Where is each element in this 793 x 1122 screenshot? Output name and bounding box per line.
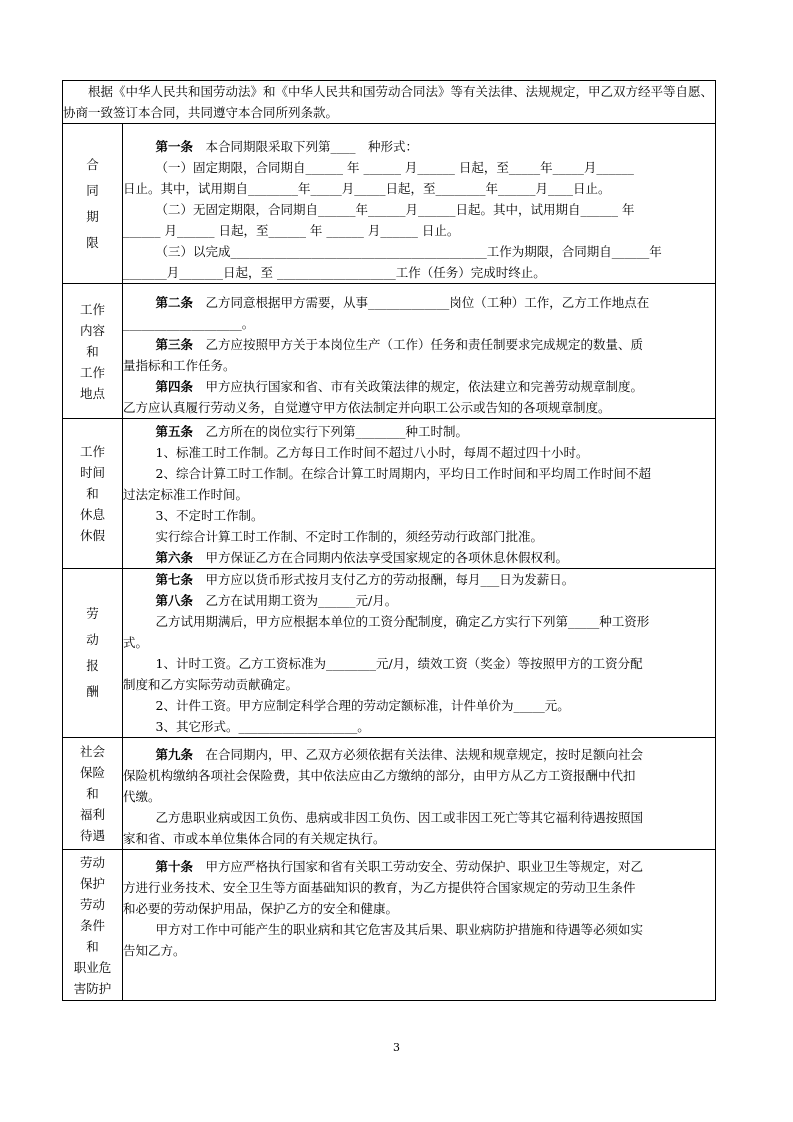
clause-line [123,178,715,199]
clause-text: 制度和乙方实际劳动贡献确定。 [123,677,299,692]
clause-text: （二）无固定期限，合同期自______年______月______日起。其中，试用期自______ 年 [155,202,635,217]
clause-line [123,199,715,220]
section-label-insurance [63,738,123,850]
section-content-insurance [123,738,716,850]
section-content-term [123,124,716,284]
article-number: 第十条 [155,859,194,874]
article-number: 第九条 [155,747,194,762]
section-label-line: 福利 [79,807,105,822]
clause-line [123,632,715,653]
clause-line [123,313,715,334]
section-label-line: 待遇 [79,828,105,843]
clause-text: 代缴。 [123,789,161,804]
clause-line [123,877,715,898]
clause-line [123,526,715,547]
section-label-line: 内容 [79,322,105,338]
section-content-work [123,284,716,419]
section-row-pay [63,569,716,738]
clause-text: （一）固定期限，合同期自______ 年 ______ 月______ 日起，至_____年_____月______ [155,160,634,175]
section-label-line: 和 [86,486,99,501]
section-label-work [63,284,123,419]
section-label-line: 工作 [79,444,105,459]
section-label-protection [63,850,123,1001]
section-row-hours [63,419,716,569]
clause-text: 乙方在试用期工资为______元/月。 [193,593,398,608]
section-label-line: 保险 [79,765,105,780]
clause-line [123,919,715,940]
section-label-line: 工作 [79,301,105,317]
clause-text: 告知乙方。 [123,943,186,958]
clause-text: 甲方应执行国家和省、市有关政策法律的规定，依法建立和完善劳动规章制度。 [193,379,644,394]
clause-line [123,716,715,737]
article-number: 第二条 [155,295,194,310]
clause-text: 乙方应认真履行劳动义务，自觉遵守甲方依法制定并向职工公示或告知的各项规章制度。 [123,400,611,415]
section-label-line: 劳动 [79,854,105,870]
clause-line [123,292,715,313]
clause-line [123,765,715,786]
clause-line [123,220,715,241]
clause-line [123,157,715,178]
clause-text: 乙方试用期满后，甲方应根据本单位的工资分配制度，确定乙方实行下列第_____种工资形 [155,614,650,629]
clause-text: 家和省、市或本单位集体合同的有关规定执行。 [123,831,386,846]
article-number: 第一条 [155,139,194,154]
clause-line [123,262,715,283]
clause-line [123,695,715,716]
section-row-work [63,284,716,419]
clause-text: 乙方应按照甲方关于本岗位生产（工作）任务和责任制要求完成规定的数量、质 [193,337,644,352]
section-label-line: 劳 [86,606,99,621]
section-label-line: 害防护 [73,980,112,996]
clause-line [123,334,715,355]
clause-text: 乙方患职业病或因工负伤、患病或非因工负伤、因工或非因工死亡等其它福利待遇按照国 [155,810,644,825]
clause-line [123,828,715,849]
article-number: 第五条 [155,424,194,439]
section-label-line: 报 [86,658,99,673]
clause-text: 在合同期内，甲、乙双方必须依据有关法律、法规和规章规定，按时足额向社会 [193,747,644,762]
clause-line [123,241,715,262]
clause-line [123,744,715,765]
clause-text: 甲方保证乙方在合同期内依法享受国家规定的各项休息休假权利。 [193,550,569,565]
clause-text: 3、不定时工作制。 [155,508,264,523]
clause-line [123,807,715,828]
clause-text: 甲方应严格执行国家和省有关职工劳动安全、劳动保护、职业卫生等规定，对乙 [193,859,644,874]
clause-line [123,484,715,505]
clause-text: 方进行业务技术、安全卫生等方面基础知识的教育，为乙方提供符合国家规定的劳动卫生条件 [123,880,636,895]
section-label-line: 合 [86,156,99,172]
section-label-line: 和 [86,938,99,954]
clause-text: 甲方应以货币形式按月支付乙方的劳动报酬，每月___日为发薪日。 [193,572,575,587]
section-label-line: 职业危 [73,959,112,975]
clause-text: 2、计件工资。甲方应制定科学合理的劳动定额标准，计件单价为_____元。 [155,698,570,713]
clause-text: 1、计时工资。乙方工资标准为________元/月，绩效工资（奖金）等按照甲方的工资分配 [155,656,643,671]
clause-line [123,611,715,632]
clause-line [123,505,715,526]
clause-text: 2、综合计算工时工作制。在综合计算工时周期内，平均日工作时间和平均周工作时间不超 [155,466,651,481]
section-row-protection [63,850,716,1001]
section-row-term [63,124,716,284]
clause-text: 式。 [123,635,149,650]
clause-text: 乙方所在的岗位实行下列第________种工时制。 [193,424,469,439]
clause-text: 过法定标准工作时间。 [123,487,249,502]
section-label-line: 限 [86,234,99,250]
clause-text: 和必要的劳动保护用品，保护乙方的安全和健康。 [123,901,399,916]
clause-text: 本合同期限采取下列第____ 种形式： [193,139,419,154]
clause-line [123,590,715,611]
section-label-line: 同 [86,182,99,198]
section-label-line: 社会 [79,744,105,759]
clause-line [123,786,715,807]
clause-text: 乙方同意根据甲方需要，从事_____________岗位（工种）工作，乙方工作地点在 [193,295,650,310]
section-label-term [63,124,123,284]
clause-line [123,136,715,157]
section-content-protection [123,850,716,1001]
clause-line [123,376,715,397]
clause-text: ___________________。 [123,316,255,331]
section-label-line: 地点 [79,385,105,401]
section-label-line: 休假 [79,528,105,543]
clause-text: _______月_______日起，至 ___________________工作（任务）完成时终止。 [123,265,546,280]
clause-text: 1、标准工时工作制。乙方每日工作时间不超过八小时，每周不超过四十小时。 [155,445,589,460]
clause-line [123,940,715,961]
clause-line [123,355,715,376]
section-label-hours [63,419,123,569]
section-label-line: 休息 [79,507,105,522]
intro-paragraph: 根据《中华人民共和国劳动法》和《中华人民共和国劳动合同法》等有关法律、法规规定，甲乙双方经平等自愿、协商一致签订本合同，共同遵守本合同所列条款。 [63,81,716,124]
article-number: 第三条 [155,337,194,352]
section-label-line: 和 [86,343,99,359]
article-number: 第七条 [155,572,194,587]
clause-line [123,569,715,590]
article-number: 第六条 [155,550,194,565]
clause-text: （三）以完成_________________________________________工作为期限，合同期自______年 [155,244,662,259]
clause-text: 日止。其中，试用期自________年_____月_____日起，至________年______月____日止。 [123,181,611,196]
clause-line [123,653,715,674]
clause-text: 3、其它形式。___________________。 [155,719,370,734]
clause-line [123,397,715,418]
intro-row [63,81,716,124]
contract-table [62,80,716,1001]
page-number: 3 [393,1041,400,1054]
section-label-pay [63,569,123,738]
section-label-line: 劳动 [79,896,105,912]
clause-line [123,547,715,568]
section-label-line: 保护 [79,875,105,891]
clause-line [123,463,715,484]
clause-line [123,898,715,919]
section-label-line: 时间 [79,465,105,480]
section-label-line: 和 [86,786,99,801]
section-label-line: 动 [86,632,99,647]
section-row-insurance [63,738,716,850]
section-label-line: 期 [86,208,99,224]
section-label-line: 工作 [79,364,105,380]
clause-line [123,856,715,877]
clause-text: 保险机构缴纳各项社会保险费，其中依法应由乙方缴纳的部分，由甲方从乙方工资报酬中代扣 [123,768,636,783]
section-content-pay [123,569,716,738]
article-number: 第八条 [155,593,194,608]
clause-line [123,421,715,442]
clause-text: 甲方对工作中可能产生的职业病和其它危害及其后果、职业病防护措施和待遇等必须如实 [155,922,644,937]
clause-text: ______ 月______ 日起，至______ 年 ______ 月______ 日止。 [123,223,460,238]
clause-line [123,442,715,463]
clause-line [123,674,715,695]
section-label-line: 条件 [79,917,105,933]
section-content-hours [123,419,716,569]
clause-text: 量指标和工作任务。 [123,358,236,373]
clause-text: 实行综合计算工时工作制、不定时工作制的，须经劳动行政部门批准。 [155,529,544,544]
article-number: 第四条 [155,379,194,394]
section-label-line: 酬 [86,684,99,699]
